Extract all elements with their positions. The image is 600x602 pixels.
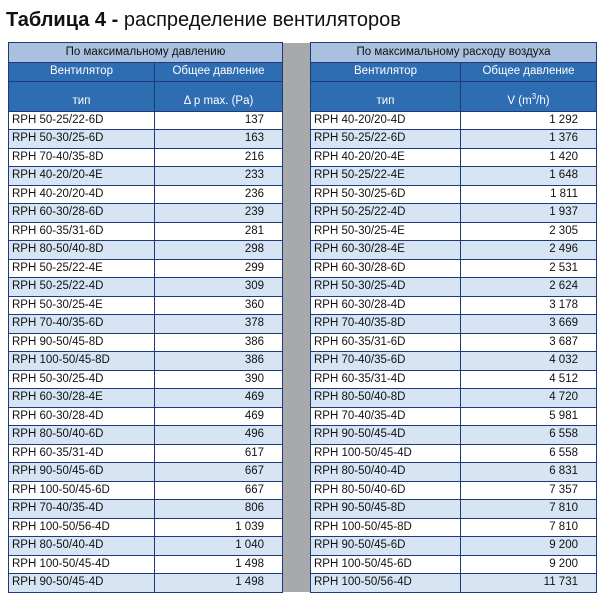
right-flow-cell: 5 981	[461, 407, 597, 426]
gap-cell	[283, 500, 311, 519]
table-row	[9, 204, 597, 223]
left-pressure-cell: 309	[155, 278, 283, 297]
right-fan-type-cell: RPH 60-35/31-4D	[311, 370, 461, 389]
left-pressure-cell: 233	[155, 167, 283, 186]
gap-cell	[283, 481, 311, 500]
table-row	[9, 574, 597, 593]
left-fan-type-cell: RPH 50-30/25-6D	[9, 130, 155, 149]
left-pressure-cell: 806	[155, 500, 283, 519]
table-row	[9, 167, 597, 186]
table-row	[9, 315, 597, 334]
gap-cell	[283, 241, 311, 260]
left-pressure-cell: 236	[155, 185, 283, 204]
right-fan-type-cell: RPH 50-25/22-4E	[311, 167, 461, 186]
left-fan-type-cell: RPH 90-50/45-6D	[9, 463, 155, 482]
left-pressure-cell: 496	[155, 426, 283, 445]
left-pressure-cell: 163	[155, 130, 283, 149]
gap-column	[283, 81, 311, 111]
right-fan-subheader: тип	[311, 81, 461, 111]
right-fan-type-cell: RPH 100-50/45-6D	[311, 555, 461, 574]
gap-cell	[283, 407, 311, 426]
table-body	[9, 111, 597, 592]
gap-cell	[283, 574, 311, 593]
right-flow-cell: 6 558	[461, 444, 597, 463]
left-fan-type-cell: RPH 40-20/20-4E	[9, 167, 155, 186]
left-fan-type-cell: RPH 50-30/25-4E	[9, 296, 155, 315]
left-pressure-cell: 386	[155, 352, 283, 371]
left-fan-type-cell: RPH 60-35/31-4D	[9, 444, 155, 463]
left-pressure-cell: 390	[155, 370, 283, 389]
right-fan-type-cell: RPH 50-25/22-6D	[311, 130, 461, 149]
right-fan-type-cell: RPH 60-35/31-6D	[311, 333, 461, 352]
left-pressure-cell: 1 498	[155, 555, 283, 574]
table-row	[9, 185, 597, 204]
gap-cell	[283, 537, 311, 556]
right-flow-cell: 6 558	[461, 426, 597, 445]
right-flow-cell: 11 731	[461, 574, 597, 593]
gap-cell	[283, 130, 311, 149]
right-fan-type-cell: RPH 70-40/35-4D	[311, 407, 461, 426]
table-row	[9, 407, 597, 426]
right-fan-type-cell: RPH 100-50/56-4D	[311, 574, 461, 593]
table-row	[9, 333, 597, 352]
right-flow-cell: 2 496	[461, 241, 597, 260]
gap-column	[283, 63, 311, 82]
left-fan-type-cell: RPH 50-30/25-4D	[9, 370, 155, 389]
right-fan-type-cell: RPH 100-50/45-4D	[311, 444, 461, 463]
flow-unit-pre: V (m	[507, 94, 532, 107]
right-fan-type-cell: RPH 80-50/40-8D	[311, 389, 461, 408]
right-pressure-header: Общее давление	[461, 63, 597, 82]
table-row	[9, 389, 597, 408]
right-flow-cell: 7 810	[461, 500, 597, 519]
right-fan-type-cell: RPH 90-50/45-6D	[311, 537, 461, 556]
title-number: Таблица 4 -	[6, 9, 119, 31]
right-flow-cell: 7 810	[461, 518, 597, 537]
right-fan-type-cell: RPH 60-30/28-4D	[311, 296, 461, 315]
gap-cell	[283, 389, 311, 408]
right-flow-cell: 7 357	[461, 481, 597, 500]
left-fan-type-cell: RPH 90-50/45-4D	[9, 574, 155, 593]
left-fan-type-cell: RPH 90-50/45-8D	[9, 333, 155, 352]
left-fan-type-cell: RPH 70-40/35-4D	[9, 500, 155, 519]
flow-unit-post: /h)	[536, 94, 550, 107]
gap-cell	[283, 333, 311, 352]
left-fan-type-cell: RPH 40-20/20-4D	[9, 185, 155, 204]
left-fan-type-cell: RPH 60-30/28-4D	[9, 407, 155, 426]
table-row	[9, 148, 597, 167]
right-flow-cell: 1 648	[461, 167, 597, 186]
right-flow-cell: 2 531	[461, 259, 597, 278]
left-fan-type-cell: RPH 80-50/40-8D	[9, 241, 155, 260]
gap-cell	[283, 111, 311, 130]
right-fan-type-cell: RPH 80-50/40-6D	[311, 481, 461, 500]
table-row	[9, 259, 597, 278]
left-fan-type-cell: RPH 100-50/45-4D	[9, 555, 155, 574]
gap-cell	[283, 185, 311, 204]
table-row	[9, 130, 597, 149]
gap-cell	[283, 518, 311, 537]
table-row	[9, 278, 597, 297]
left-fan-subheader: тип	[9, 81, 155, 111]
left-fan-type-cell: RPH 100-50/45-8D	[9, 352, 155, 371]
gap-cell	[283, 370, 311, 389]
right-fan-type-cell: RPH 70-40/35-6D	[311, 352, 461, 371]
gap-cell	[283, 426, 311, 445]
right-fan-type-cell: RPH 80-50/40-4D	[311, 463, 461, 482]
right-fan-type-cell: RPH 90-50/45-8D	[311, 500, 461, 519]
right-flow-cell: 1 376	[461, 130, 597, 149]
gap-cell	[283, 278, 311, 297]
gap-cell	[283, 148, 311, 167]
right-fan-type-cell: RPH 50-30/25-6D	[311, 185, 461, 204]
right-flow-cell: 4 720	[461, 389, 597, 408]
left-pressure-cell: 378	[155, 315, 283, 334]
gap-cell	[283, 463, 311, 482]
left-pressure-cell: 386	[155, 333, 283, 352]
right-flow-cell: 1 292	[461, 111, 597, 130]
left-fan-type-cell: RPH 50-25/22-6D	[9, 111, 155, 130]
left-pressure-cell: 667	[155, 463, 283, 482]
table-row	[9, 111, 597, 130]
gap-cell	[283, 296, 311, 315]
right-flow-cell: 6 831	[461, 463, 597, 482]
table-row	[9, 518, 597, 537]
left-pressure-cell: 667	[155, 481, 283, 500]
table-row	[9, 426, 597, 445]
table-row	[9, 555, 597, 574]
left-group-header: По максимальному давлению	[9, 43, 283, 63]
right-flow-cell: 4 032	[461, 352, 597, 371]
left-fan-type-cell: RPH 70-40/35-6D	[9, 315, 155, 334]
gap-cell	[283, 315, 311, 334]
left-pressure-cell: 469	[155, 407, 283, 426]
left-fan-type-cell: RPH 50-25/22-4D	[9, 278, 155, 297]
table-row	[9, 370, 597, 389]
left-pressure-cell: 1 498	[155, 574, 283, 593]
left-fan-type-cell: RPH 60-30/28-6D	[9, 204, 155, 223]
left-pressure-cell: 239	[155, 204, 283, 223]
left-pressure-cell: 617	[155, 444, 283, 463]
gap-cell	[283, 204, 311, 223]
left-fan-type-cell: RPH 100-50/45-6D	[9, 481, 155, 500]
page-title	[6, 4, 401, 36]
left-fan-type-cell: RPH 70-40/35-8D	[9, 148, 155, 167]
right-fan-type-cell: RPH 40-20/20-4E	[311, 148, 461, 167]
left-pressure-header: Общее давление	[155, 63, 283, 82]
left-pressure-cell: 298	[155, 241, 283, 260]
right-flow-cell: 1 420	[461, 148, 597, 167]
right-group-header: По максимальному расходу воздуха	[311, 43, 597, 63]
left-pressure-subheader: Δ p max. (Pa)	[155, 81, 283, 111]
right-flow-subheader	[461, 81, 597, 111]
gap-cell	[283, 555, 311, 574]
table-row	[9, 537, 597, 556]
right-fan-type-cell: RPH 90-50/45-4D	[311, 426, 461, 445]
right-flow-cell: 3 178	[461, 296, 597, 315]
gap-cell	[283, 259, 311, 278]
left-pressure-cell: 216	[155, 148, 283, 167]
gap-cell	[283, 444, 311, 463]
left-fan-type-cell: RPH 80-50/40-4D	[9, 537, 155, 556]
right-fan-type-cell: RPH 40-20/20-4D	[311, 111, 461, 130]
gap-cell	[283, 167, 311, 186]
left-pressure-cell: 1 040	[155, 537, 283, 556]
right-fan-header: Вентилятор	[311, 63, 461, 82]
right-fan-type-cell: RPH 70-40/35-8D	[311, 315, 461, 334]
left-fan-type-cell: RPH 60-30/28-4E	[9, 389, 155, 408]
right-flow-cell: 2 305	[461, 222, 597, 241]
left-pressure-cell: 469	[155, 389, 283, 408]
left-pressure-cell: 360	[155, 296, 283, 315]
gap-cell	[283, 222, 311, 241]
table-row	[9, 481, 597, 500]
right-flow-cell: 3 669	[461, 315, 597, 334]
title-text: распределение вентиляторов	[118, 9, 401, 31]
left-pressure-cell: 299	[155, 259, 283, 278]
right-flow-cell: 1 811	[461, 185, 597, 204]
right-flow-cell: 9 200	[461, 537, 597, 556]
flow-unit-sup: 3	[531, 91, 537, 101]
left-pressure-cell: 137	[155, 111, 283, 130]
table-row	[9, 444, 597, 463]
table-row	[9, 463, 597, 482]
left-pressure-cell: 1 039	[155, 518, 283, 537]
right-fan-type-cell: RPH 60-30/28-6D	[311, 259, 461, 278]
right-flow-cell: 4 512	[461, 370, 597, 389]
table-row	[9, 352, 597, 371]
left-fan-type-cell: RPH 50-25/22-4E	[9, 259, 155, 278]
right-fan-type-cell: RPH 50-30/25-4D	[311, 278, 461, 297]
left-pressure-cell: 281	[155, 222, 283, 241]
left-fan-type-cell: RPH 100-50/56-4D	[9, 518, 155, 537]
right-flow-cell: 3 687	[461, 333, 597, 352]
fan-distribution-table	[8, 42, 597, 593]
left-fan-type-cell: RPH 60-35/31-6D	[9, 222, 155, 241]
left-fan-header: Вентилятор	[9, 63, 155, 82]
right-fan-type-cell: RPH 50-30/25-4E	[311, 222, 461, 241]
right-fan-type-cell: RPH 60-30/28-4E	[311, 241, 461, 260]
gap-column	[283, 43, 311, 63]
gap-cell	[283, 352, 311, 371]
right-fan-type-cell: RPH 50-25/22-4D	[311, 204, 461, 223]
right-flow-cell: 1 937	[461, 204, 597, 223]
table-row	[9, 500, 597, 519]
table-row	[9, 296, 597, 315]
left-fan-type-cell: RPH 80-50/40-6D	[9, 426, 155, 445]
right-fan-type-cell: RPH 100-50/45-8D	[311, 518, 461, 537]
fan-distribution-table-wrap	[8, 42, 596, 593]
right-flow-cell: 2 624	[461, 278, 597, 297]
table-row	[9, 241, 597, 260]
table-row	[9, 222, 597, 241]
right-flow-cell: 9 200	[461, 555, 597, 574]
